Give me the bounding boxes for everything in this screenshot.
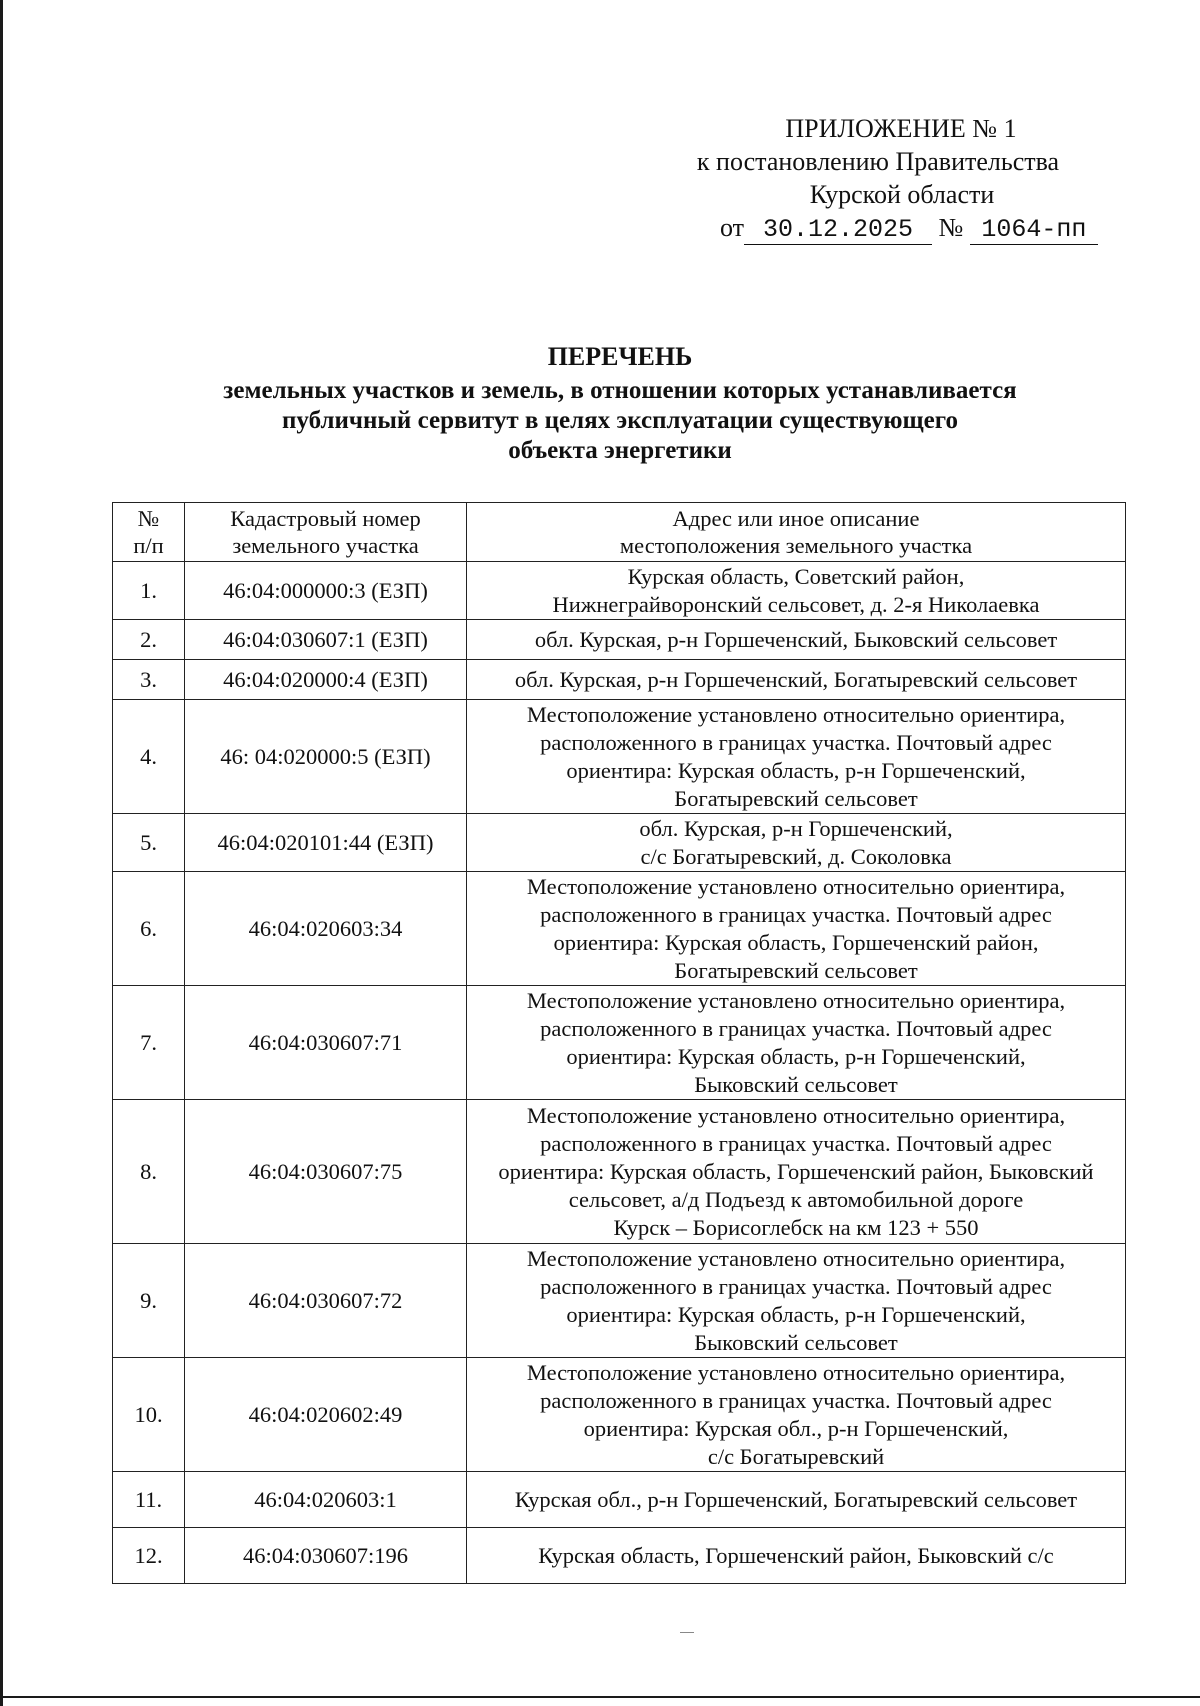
row-cadastral-number: 46:04:020000:4 (ЕЗП) bbox=[185, 660, 467, 700]
table-row bbox=[113, 1244, 1126, 1358]
scan-bottom-edge bbox=[0, 1696, 1200, 1698]
appendix-block bbox=[640, 112, 1110, 245]
row-num: 7. bbox=[113, 986, 185, 1100]
appendix-title: ПРИЛОЖЕНИЕ № 1 bbox=[785, 114, 1017, 143]
table-row bbox=[113, 1472, 1126, 1528]
row-cadastral-number: 46:04:020603:1 bbox=[185, 1472, 467, 1528]
header-cadastral: Кадастровый номер земельного участка bbox=[185, 503, 467, 562]
row-num: 4. bbox=[113, 700, 185, 814]
row-num: 10. bbox=[113, 1358, 185, 1472]
document-subtitle bbox=[110, 376, 1130, 466]
row-cadastral-number: 46:04:030607:72 bbox=[185, 1244, 467, 1358]
row-num: 6. bbox=[113, 872, 185, 986]
table-row bbox=[113, 1100, 1126, 1244]
row-num: 5. bbox=[113, 814, 185, 872]
table-row bbox=[113, 660, 1126, 700]
row-num: 1. bbox=[113, 562, 185, 620]
document-title: ПЕРЕЧЕНЬ bbox=[547, 342, 693, 371]
table-row bbox=[113, 814, 1126, 872]
row-address: Местоположение установлено относительно ориентира, расположенного в границах участка. Почтовый адрес ориентира: Курская область, р-н Горшеченский, Богатыревский сельсовет bbox=[467, 700, 1126, 814]
table-header-row bbox=[113, 503, 1126, 562]
row-cadastral-number: 46:04:030607:196 bbox=[185, 1528, 467, 1584]
table-row bbox=[113, 872, 1126, 986]
row-address: Местоположение установлено относительно ориентира, расположенного в границах участка. Почтовый адрес ориентира: Курская область, Горшеченский район, Богатыревский сельсовет bbox=[467, 872, 1126, 986]
table-row bbox=[113, 562, 1126, 620]
scan-mark bbox=[680, 1632, 694, 1633]
row-address: Местоположение установлено относительно ориентира, расположенного в границах участка. Почтовый адрес ориентира: Курская обл., р-н Горшеченский, с/с Богатыревский bbox=[467, 1358, 1126, 1472]
row-cadastral-number: 46:04:020101:44 (ЕЗП) bbox=[185, 814, 467, 872]
row-address: Местоположение установлено относительно ориентира, расположенного в границах участка. Почтовый адрес ориентира: Курская область, р-н Горшеченский, Быковский сельсовет bbox=[467, 1244, 1126, 1358]
row-num: 12. bbox=[113, 1528, 185, 1584]
row-address: обл. Курская, р-н Горшеченский, с/с Богатыревский, д. Соколовка bbox=[467, 814, 1126, 872]
subtitle-line-2: публичный сервитут в целях эксплуатации существующего bbox=[282, 407, 958, 434]
row-cadastral-number: 46: 04:020000:5 (ЕЗП) bbox=[185, 700, 467, 814]
row-cadastral-number: 46:04:020603:34 bbox=[185, 872, 467, 986]
row-cadastral-number: 46:04:030607:75 bbox=[185, 1100, 467, 1244]
row-num: 3. bbox=[113, 660, 185, 700]
row-cadastral-number: 46:04:030607:1 (ЕЗП) bbox=[185, 620, 467, 660]
scan-left-edge bbox=[0, 0, 3, 1706]
row-address: Курская область, Советский район, Нижнеграйворонский сельсовет, д. 2-я Николаевка bbox=[467, 562, 1126, 620]
from-label: от bbox=[720, 213, 745, 242]
row-address: Местоположение установлено относительно ориентира, расположенного в границах участка. Почтовый адрес ориентира: Курская область, Горшеченский район, Быковский сельсовет, а/д Подъезд к автомобильной дороге Курск – Борисоглебск на км 123 + 550 bbox=[467, 1100, 1126, 1244]
row-num: 2. bbox=[113, 620, 185, 660]
decree-number: 1064-пп bbox=[970, 216, 1098, 245]
number-label: № bbox=[938, 213, 964, 242]
appendix-region: Курской области bbox=[809, 180, 995, 209]
table-row bbox=[113, 620, 1126, 660]
table-row bbox=[113, 1358, 1126, 1472]
table-row bbox=[113, 1528, 1126, 1584]
table-row bbox=[113, 700, 1126, 814]
appendix-reference: к постановлению Правительства bbox=[696, 147, 1060, 176]
row-num: 8. bbox=[113, 1100, 185, 1244]
row-cadastral-number: 46:04:030607:71 bbox=[185, 986, 467, 1100]
subtitle-line-1: земельных участков и земель, в отношении которых устанавливается bbox=[223, 377, 1017, 404]
row-address: обл. Курская, р-н Горшеченский, Богатыревский сельсовет bbox=[467, 660, 1126, 700]
row-address: Местоположение установлено относительно ориентира, расположенного в границах участка. Почтовый адрес ориентира: Курская область, р-н Горшеченский, Быковский сельсовет bbox=[467, 986, 1126, 1100]
subtitle-line-3: объекта энергетики bbox=[508, 437, 732, 464]
header-address: Адрес или иное описание местоположения земельного участка bbox=[467, 503, 1126, 562]
row-cadastral-number: 46:04:000000:3 (ЕЗП) bbox=[185, 562, 467, 620]
header-num: № п/п bbox=[113, 503, 185, 562]
row-num: 11. bbox=[113, 1472, 185, 1528]
appendix-date-line bbox=[640, 211, 1110, 245]
row-address: Курская обл., р-н Горшеченский, Богатыревский сельсовет bbox=[467, 1472, 1126, 1528]
row-address: Курская область, Горшеченский район, Быковский с/с bbox=[467, 1528, 1126, 1584]
row-address: обл. Курская, р-н Горшеченский, Быковский сельсовет bbox=[467, 620, 1126, 660]
row-cadastral-number: 46:04:020602:49 bbox=[185, 1358, 467, 1472]
decree-date: 30.12.2025 bbox=[744, 216, 932, 245]
table-row bbox=[113, 986, 1126, 1100]
row-num: 9. bbox=[113, 1244, 185, 1358]
land-plots-table bbox=[112, 502, 1126, 1584]
